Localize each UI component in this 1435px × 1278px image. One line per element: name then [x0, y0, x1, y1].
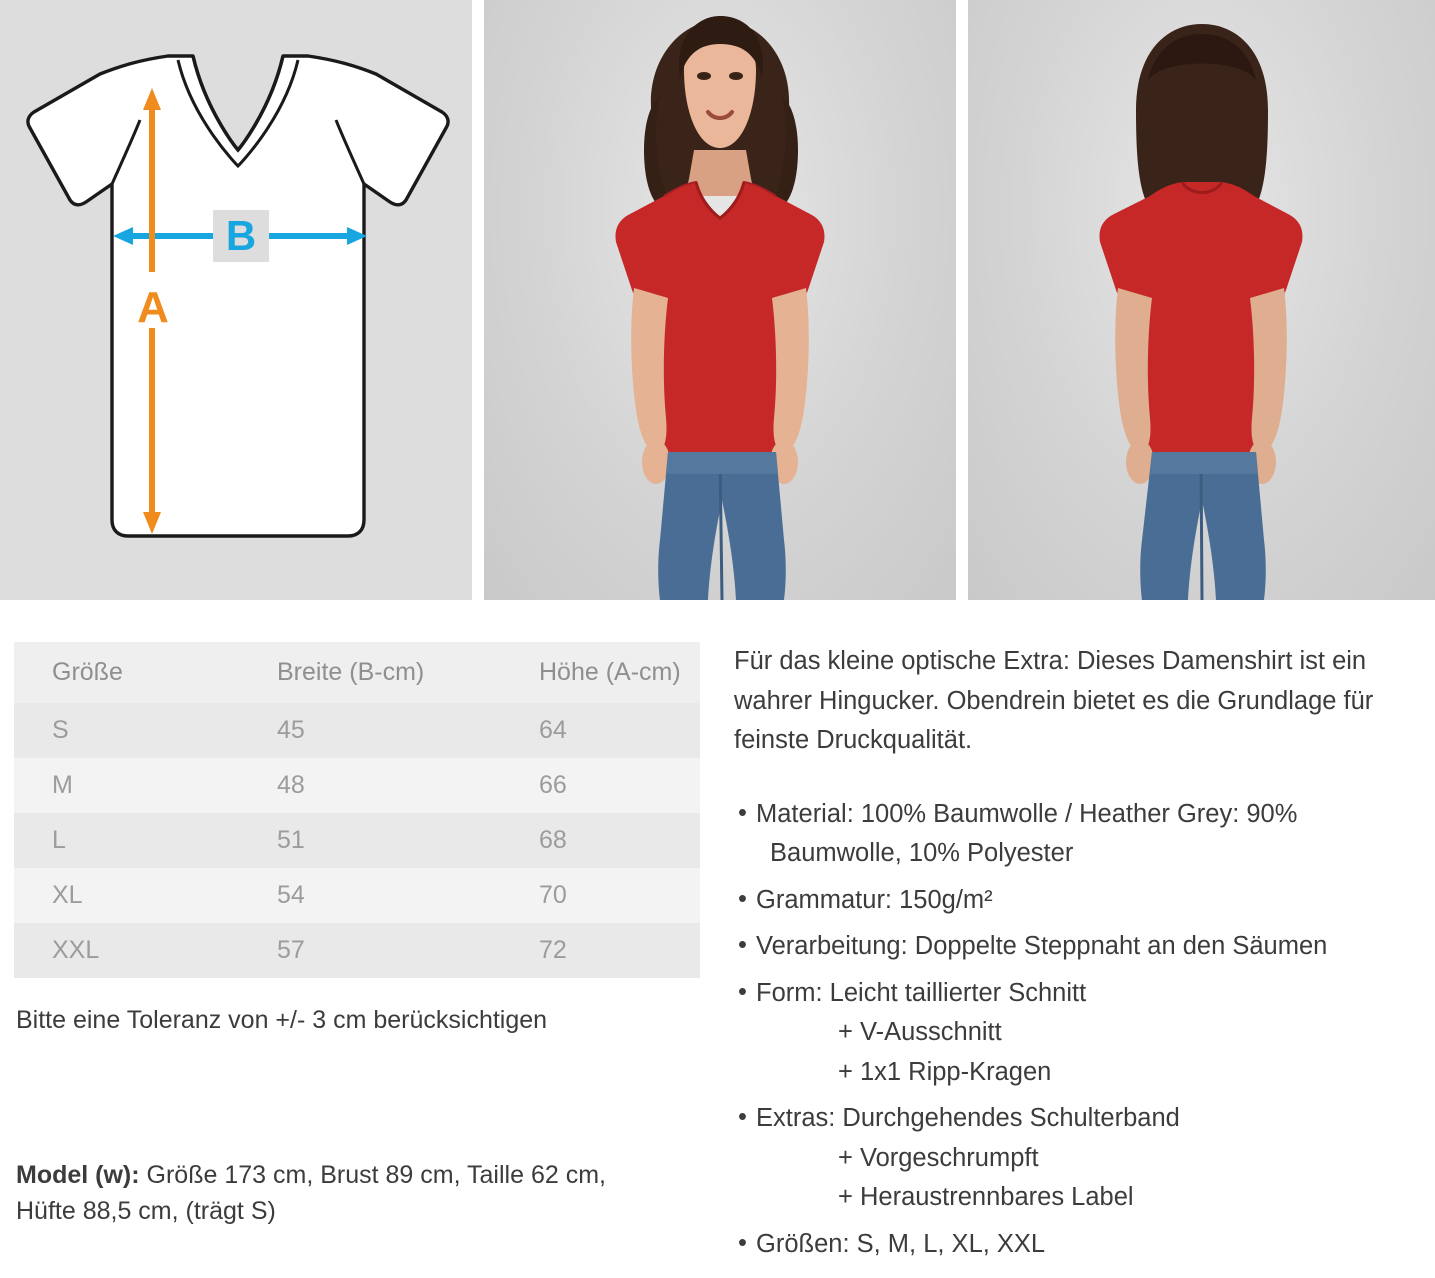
- table-row: [14, 703, 700, 758]
- cell-size: L: [14, 813, 239, 868]
- cell-width: 48: [239, 758, 501, 813]
- feature-sub-1: + V-Ausschnitt: [838, 1018, 1002, 1047]
- feature-sub-2: + 1x1 Ripp-Kragen: [838, 1057, 1052, 1086]
- feature-sub-1: + Vorgeschrumpft: [838, 1143, 1039, 1172]
- feature-text: Verarbeitung: Doppelte Steppnaht an den Säumen: [756, 932, 1328, 961]
- tolerance-note: Bitte eine Toleranz von +/- 3 cm berücksichtigen: [16, 1006, 548, 1034]
- model-measurements-note: [14, 1157, 700, 1230]
- tshirt-schematic-drawing: [0, 0, 472, 600]
- table-row: [14, 923, 700, 978]
- size-table-header-size: Größe: [14, 642, 239, 703]
- model-front-photo: [484, 0, 956, 600]
- feature-text: Material: 100% Baumwolle / Heather Grey: 90%: [756, 799, 1298, 828]
- feature-text: Form: Leicht taillierter Schnitt: [756, 978, 1087, 1007]
- front-model-illustration: [484, 0, 956, 600]
- cell-height: 70: [501, 868, 700, 923]
- size-table-header-row: [14, 642, 700, 703]
- back-model-illustration: [968, 0, 1435, 600]
- cell-width: 57: [239, 923, 501, 978]
- feature-text: Größen: S, M, L, XL, XXL: [756, 1229, 1046, 1258]
- cell-size: XXL: [14, 923, 239, 978]
- model-line-1: Größe 173 cm, Brust 89 cm, Taille 62 cm,: [139, 1161, 606, 1189]
- list-item: [734, 974, 1400, 1093]
- list-item: [734, 795, 1400, 874]
- cell-width: 51: [239, 813, 501, 868]
- size-schematic-panel: [0, 0, 472, 600]
- list-item: [734, 881, 1400, 921]
- feature-text: Extras: Durchgehendes Schulterband: [756, 1104, 1180, 1133]
- list-item: [734, 1225, 1400, 1265]
- model-label: Model (w):: [16, 1161, 140, 1189]
- list-item: [734, 1099, 1400, 1218]
- feature-continuation: Baumwolle, 10% Polyester: [770, 839, 1074, 868]
- height-arrow-label: A: [137, 283, 169, 332]
- table-row: [14, 758, 700, 813]
- size-table-header-width: Breite (B-cm): [239, 642, 501, 703]
- list-item: [734, 927, 1400, 967]
- size-table: [14, 642, 700, 978]
- description-column: [700, 642, 1400, 1271]
- details-section: [0, 642, 1435, 1271]
- model-back-photo: [968, 0, 1435, 600]
- feature-sub-2: + Heraustrennbares Label: [838, 1183, 1134, 1212]
- cell-size: S: [14, 703, 239, 758]
- cell-width: 54: [239, 868, 501, 923]
- size-info-column: [0, 642, 700, 1271]
- model-line-2: Hüfte 88,5 cm, (trägt S): [16, 1197, 276, 1226]
- width-arrow-label: B: [225, 212, 257, 259]
- feature-list: [734, 795, 1400, 1265]
- size-table-header-height: Höhe (A-cm): [501, 642, 700, 703]
- table-row: [14, 813, 700, 868]
- cell-size: M: [14, 758, 239, 813]
- cell-width: 45: [239, 703, 501, 758]
- cell-size: XL: [14, 868, 239, 923]
- cell-height: 66: [501, 758, 700, 813]
- cell-height: 64: [501, 703, 700, 758]
- table-row: [14, 868, 700, 923]
- cell-height: 68: [501, 813, 700, 868]
- description-intro: Für das kleine optische Extra: Dieses Damenshirt ist ein wahrer Hingucker. Obendrein bietet es die Grundlage für feinste Druckqualität.: [734, 647, 1374, 755]
- feature-text: Grammatur: 150g/m²: [756, 885, 993, 914]
- product-images-row: [0, 0, 1435, 600]
- cell-height: 72: [501, 923, 700, 978]
